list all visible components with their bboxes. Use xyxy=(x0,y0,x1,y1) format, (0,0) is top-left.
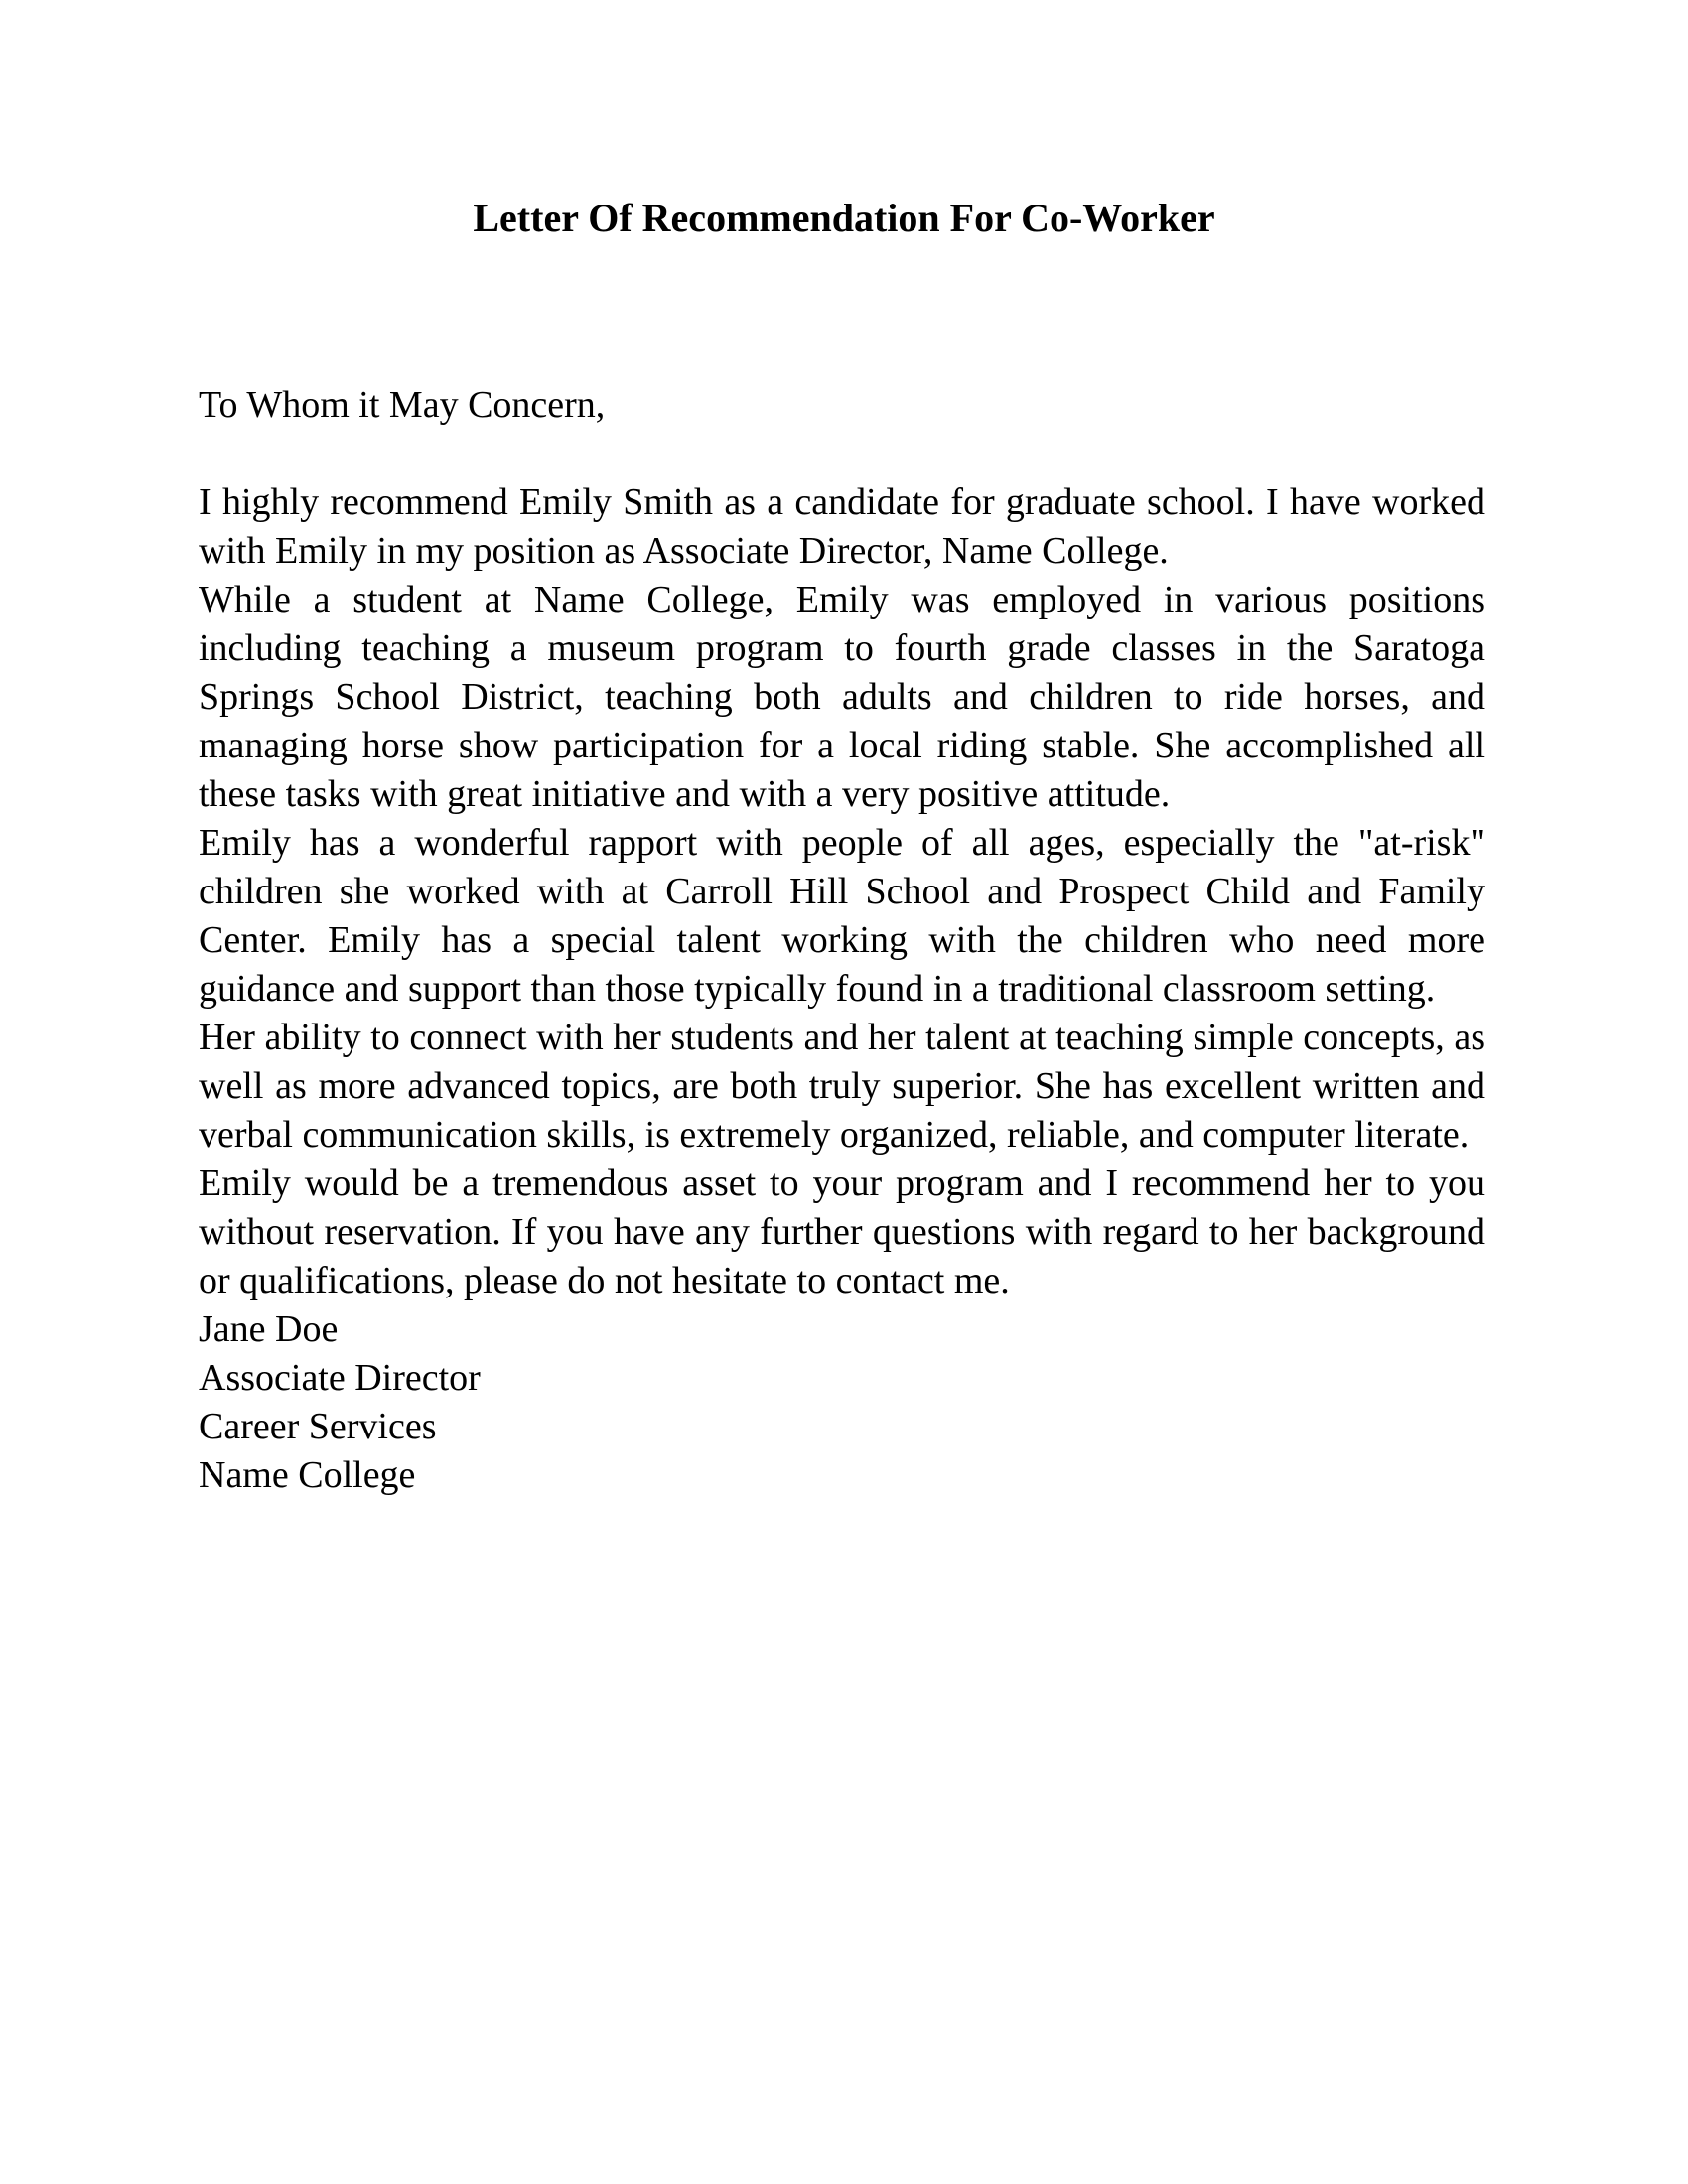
paragraph-introduction: I highly recommend Emily Smith as a candidate for graduate school. I have worked with Emily in my position as Associate Director, Name College. xyxy=(199,481,1485,572)
letter-body xyxy=(199,381,1485,1500)
paragraph-skills: Her ability to connect with her students and her talent at teaching simple concepts, as well as more advanced topics, are both truly superior. She has excellent written and verbal communication skills, is extremely organized, reliable, and computer literate. xyxy=(199,1017,1485,1156)
signature-title: Associate Director xyxy=(199,1357,481,1399)
paragraph-rapport: Emily has a wonderful rapport with people of all ages, especially the "at-risk" children she worked with at Carroll Hill School and Prospect Child and Family Center. Emily has a special talent working with the children who need more guidance and support than those typically found in a traditional classroom setting. xyxy=(199,822,1485,1010)
paragraph-closing: Emily would be a tremendous asset to your program and I recommend her to you without reservation. If you have any further questions with regard to her background or qualifications, please do not hesitate to contact me. xyxy=(199,1162,1485,1301)
signature-department: Career Services xyxy=(199,1406,437,1447)
signature-name: Jane Doe xyxy=(199,1308,339,1350)
letter-title: Letter Of Recommendation For Co-Worker xyxy=(473,196,1215,240)
salutation: To Whom it May Concern, xyxy=(199,384,606,426)
signature-organization: Name College xyxy=(199,1454,416,1496)
paragraph-employment: While a student at Name College, Emily was employed in various positions including teaching a museum program to fourth grade classes in the Saratoga Springs School District, teaching both adults and children to ride horses, and managing horse show participation for a local riding stable. She accomplished all these tasks with great initiative and with a very positive attitude. xyxy=(199,579,1485,815)
